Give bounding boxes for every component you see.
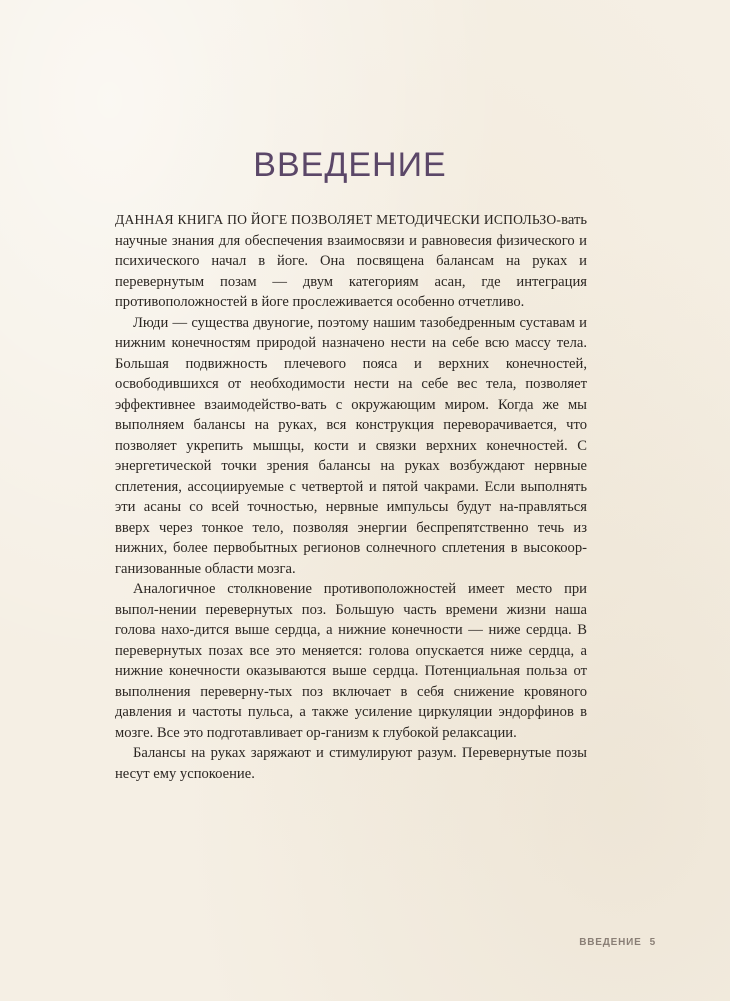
paragraph-bipedal: Люди — существа двуногие, поэтому нашим тазобедренным суставам и нижним конечностям природой назначено нести на себе всю массу тела. Большая подвижность плечевого пояса и верхних конечностей, освободившихся от необходимости нести на себе вес тела, позволяет эффективнее взаимодейство-вать с окружающим миром. Когда же мы выполняем балансы на руках, вся конструкция переворачивается, что позволяет укрепить мышцы, кости и связки верхних конечностей. С энергетической точки зрения балансы на руках возбуждают нервные сплетения, ассоциируемые с четвертой и пятой чакрами. Если выполнять эти асаны со всей точностью, нервные импульсы будут на-правляться вверх через тонкое тело, позволяя энергии беспрепятственно течь из нижних, более первобытных регионов солнечного сплетения в высокоор-ганизованные области мозга.	[115, 314, 587, 577]
running-footer	[579, 937, 656, 948]
paragraph-inversions: Аналогичное столкновение противоположностей имеет место при выпол-нении перевернутых поз. Большую часть времени жизни наша голова нахо-дится выше сердца, а нижние конечности — ниже сердца. В перевернутых позах все это меняется: голова опускается ниже сердца, а нижние конечности оказываются выше сердца. Потенциальная польза от выполнения переверну-тых поз включает в себя снижение кровяного давления и частоты пульса, а также усиление циркуляции эндорфинов в мозге. Все это подготавливает ор-ганизм к глубокой релаксации.	[115, 581, 587, 741]
paragraph-conclusion: Балансы на руках заряжают и стимулируют разум. Перевернутые позы несут ему успокоение.	[115, 745, 587, 782]
paragraph-text: вать научные знания для обеспечения взаимосвязи и равновесия физического и психического начал в йоге. Она посвящена балансам на руках и перевернутым позам — двум категориям асан, где интеграция противоположностей в йоге прослеживается особенно отчетливо.	[115, 212, 587, 310]
page-number: 5	[649, 937, 656, 948]
footer-section-title: ВВЕДЕНИЕ	[579, 937, 642, 948]
lead-in-caps: ДАННАЯ КНИГА ПО ЙОГЕ ПОЗВОЛЯЕТ МЕТОДИЧЕСКИ ИСПОЛЬЗО-	[115, 212, 562, 227]
body-text	[115, 210, 587, 784]
chapter-title: ВВЕДЕНИЕ	[253, 146, 447, 184]
paragraph-intro	[115, 210, 587, 313]
